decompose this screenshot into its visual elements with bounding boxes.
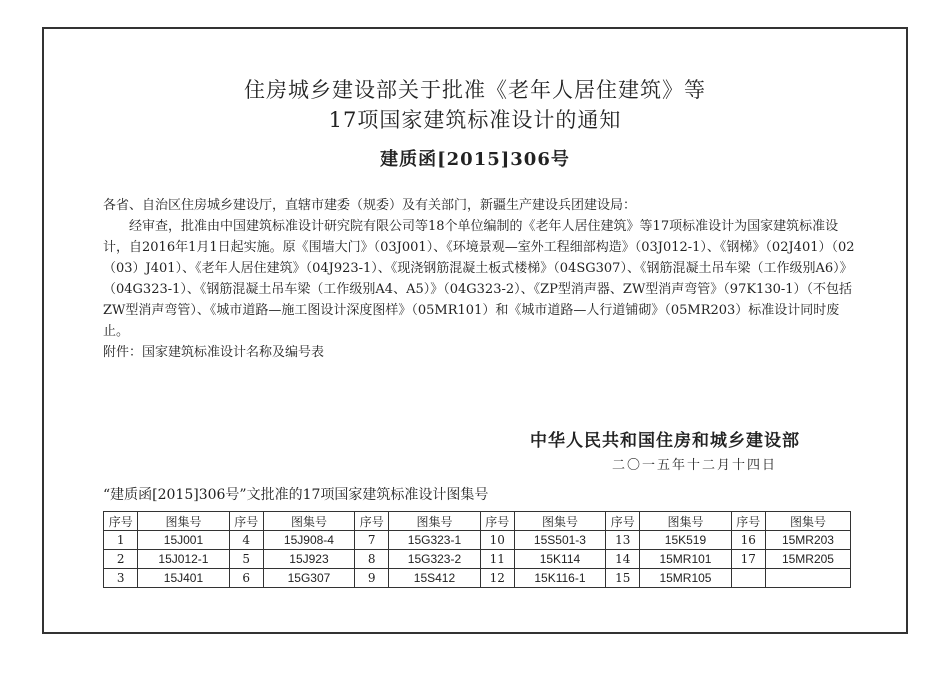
table-row: [104, 531, 851, 550]
notice-title-line1: 住房城乡建设部关于批准《老年人居住建筑》等: [244, 78, 706, 102]
seq-cell: 17: [731, 550, 765, 569]
atlas-no-cell: 15S501-3: [514, 531, 605, 550]
seq-cell: 11: [480, 550, 514, 569]
atlas-no-cell: 15J012-1: [138, 550, 229, 569]
seq-cell: 1: [104, 531, 138, 550]
atlas-no-cell: 15S412: [389, 569, 480, 588]
atlas-number-table: [103, 511, 851, 588]
atlas-no-cell: 15K519: [640, 531, 731, 550]
atlas-no-cell: 15MR101: [640, 550, 731, 569]
header-atlas-no: 图集号: [765, 512, 850, 531]
header-atlas-no: 图集号: [138, 512, 229, 531]
atlas-no-cell: 15J001: [138, 531, 229, 550]
seq-cell: 13: [606, 531, 640, 550]
seq-cell: 15: [606, 569, 640, 588]
header-atlas-no: 图集号: [640, 512, 731, 531]
atlas-no-cell: 15MR203: [765, 531, 850, 550]
issuing-authority: 中华人民共和国住房和城乡建设部: [530, 431, 800, 451]
header-atlas-no: 图集号: [389, 512, 480, 531]
seq-cell: 4: [229, 531, 263, 550]
seq-cell: 14: [606, 550, 640, 569]
salutation: 各省、自治区住房城乡建设厅，直辖市建委（规委）及有关部门，新疆生产建设兵团建设局：: [103, 198, 637, 213]
atlas-no-cell: [765, 569, 850, 588]
header-seq: 序号: [355, 512, 389, 531]
seq-cell: 12: [480, 569, 514, 588]
body-paragraph: 经审查，批准由中国建筑标准设计研究院有限公司等18个单位编制的《老年人居住建筑》等17项标准设计为国家建筑标准设计，自2016年1月1日起实施。原《围墙大门》（03J001）、《环境景观—室外工程细部构造》（03J012-1）、《钢梯》（02J401）（02（03）J401）、《老年人居住建筑》（04J923-1）、《现浇钢筋混凝土板式楼梯》（04SG307）、《钢筋混凝土吊车梁（工作级别A6）》（04G323-1）、《钢筋混凝土吊车梁（工作级别A4、A5）》（04G323-2）、《ZP型消声器、ZW型消声弯管》（97K130-1）（不包括ZW型消声弯管）、《城市道路—施工图设计深度图样》（05MR101）和《城市道路—人行道铺砌》（05MR203）标准设计同时废止。: [103, 219, 855, 339]
document-number: 建质函[2015]306号: [380, 149, 570, 170]
header-seq: 序号: [606, 512, 640, 531]
header-seq: 序号: [104, 512, 138, 531]
seq-cell: 16: [731, 531, 765, 550]
atlas-no-cell: 15MR205: [765, 550, 850, 569]
seq-cell: 5: [229, 550, 263, 569]
header-seq: 序号: [229, 512, 263, 531]
seq-cell: 9: [355, 569, 389, 588]
atlas-no-cell: 15MR105: [640, 569, 731, 588]
seq-cell: [731, 569, 765, 588]
atlas-no-cell: 15K116-1: [514, 569, 605, 588]
seq-cell: 7: [355, 531, 389, 550]
seq-cell: 2: [104, 550, 138, 569]
atlas-no-cell: 15J401: [138, 569, 229, 588]
table-header-row: [104, 512, 851, 531]
atlas-no-cell: 15G323-1: [389, 531, 480, 550]
atlas-no-cell: 15K114: [514, 550, 605, 569]
header-seq: 序号: [731, 512, 765, 531]
header-atlas-no: 图集号: [263, 512, 354, 531]
seq-cell: 10: [480, 531, 514, 550]
seq-cell: 3: [104, 569, 138, 588]
notice-body: [103, 195, 855, 363]
table-caption: “建质函[2015]306号”文批准的17项国家建筑标准设计图集号: [103, 487, 489, 503]
attachment-note: 附件：国家建筑标准设计名称及编号表: [103, 345, 325, 360]
notice-title-line2: 17项国家建筑标准设计的通知: [328, 108, 622, 132]
atlas-no-cell: 15J908-4: [263, 531, 354, 550]
seq-cell: 6: [229, 569, 263, 588]
header-seq: 序号: [480, 512, 514, 531]
issue-date: 二〇一五年十二月十四日: [612, 458, 778, 473]
table-row: [104, 569, 851, 588]
atlas-no-cell: 15G323-2: [389, 550, 480, 569]
header-atlas-no: 图集号: [514, 512, 605, 531]
atlas-no-cell: 15J923: [263, 550, 354, 569]
table-row: [104, 550, 851, 569]
seq-cell: 8: [355, 550, 389, 569]
atlas-no-cell: 15G307: [263, 569, 354, 588]
